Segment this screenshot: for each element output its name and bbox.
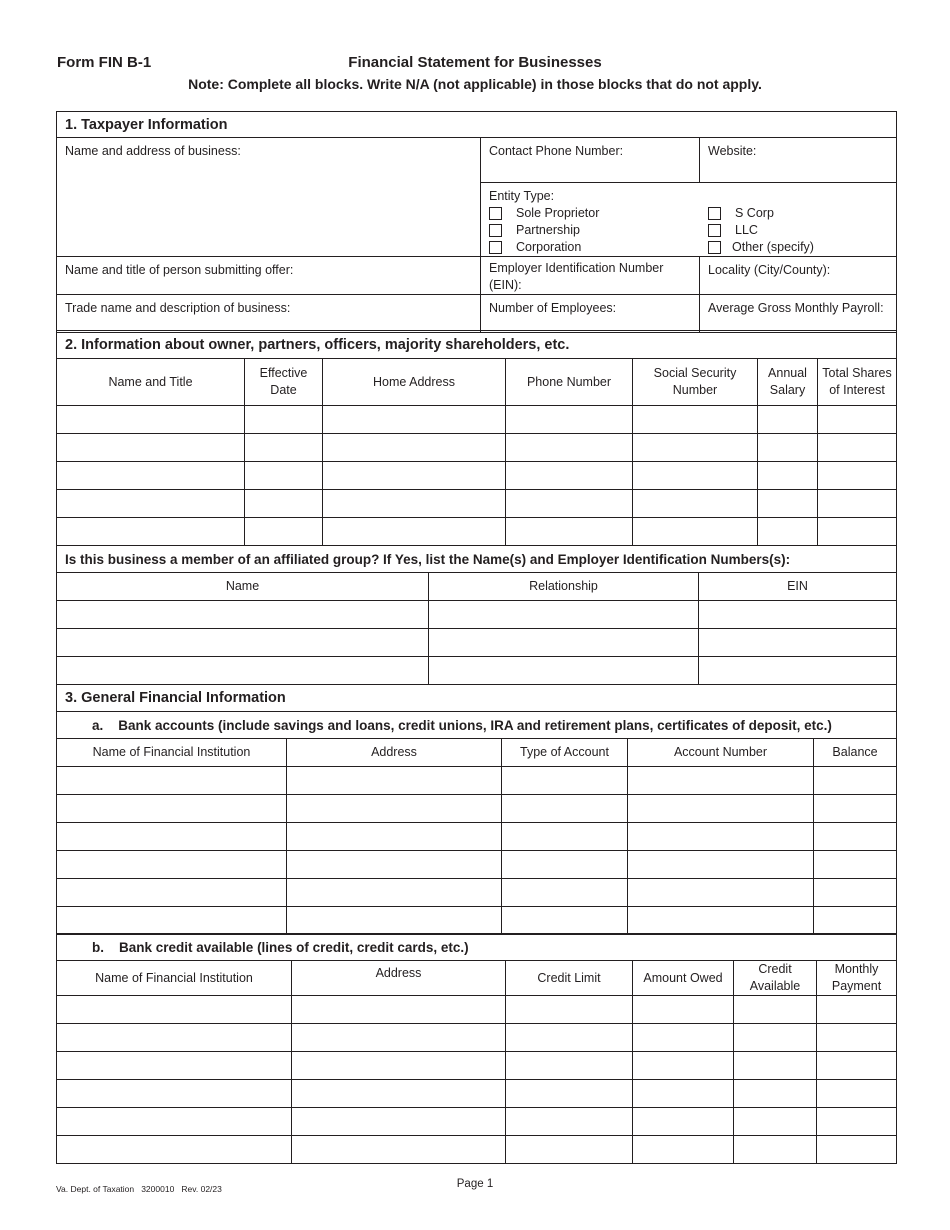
cell[interactable] [506, 1052, 633, 1080]
cell[interactable] [57, 1024, 292, 1052]
cell[interactable] [292, 1024, 506, 1052]
col-annual-salary: Annual Salary [758, 359, 818, 406]
table-row [57, 490, 897, 518]
cell[interactable] [506, 1108, 633, 1136]
cell[interactable] [734, 1136, 817, 1164]
cell[interactable] [57, 795, 287, 823]
cell[interactable] [699, 601, 897, 629]
cell[interactable] [814, 823, 897, 851]
table-row [57, 657, 897, 685]
locality-label: Locality (City/County): [708, 263, 831, 277]
cell[interactable] [818, 406, 897, 434]
cell[interactable] [814, 795, 897, 823]
cell[interactable] [818, 518, 897, 546]
col-total-shares: Total Shares of Interest [818, 359, 897, 406]
table-row [57, 851, 897, 879]
s-corp-checkbox[interactable] [708, 207, 721, 220]
person-submitting-field[interactable] [57, 257, 481, 295]
col-ssn: Social Security Number [633, 359, 758, 406]
table-row [57, 629, 897, 657]
cell[interactable] [245, 490, 323, 518]
website-field[interactable] [700, 138, 897, 183]
table-row [57, 434, 897, 462]
credit-available-table [56, 933, 897, 1164]
cell[interactable] [506, 406, 633, 434]
table-row [57, 823, 897, 851]
cell[interactable] [758, 462, 818, 490]
bank-accounts-title: a. Bank accounts (include savings and loans, credit unions, IRA and retirement plans, certificates of deposit, etc.) [57, 712, 897, 739]
table-row [57, 1024, 897, 1052]
cell[interactable] [245, 434, 323, 462]
cell[interactable] [758, 434, 818, 462]
table-row [57, 462, 897, 490]
table-row [57, 907, 897, 935]
cell[interactable] [57, 518, 245, 546]
cell[interactable] [57, 1108, 292, 1136]
cell[interactable] [245, 462, 323, 490]
cell[interactable] [633, 1052, 734, 1080]
cell[interactable] [628, 907, 814, 935]
section3-title: 3. General Financial Information [57, 685, 897, 712]
ein-field[interactable] [481, 257, 700, 295]
cell[interactable] [57, 657, 429, 685]
cell[interactable] [57, 601, 429, 629]
cell[interactable] [628, 795, 814, 823]
cell[interactable] [818, 490, 897, 518]
cell[interactable] [323, 434, 506, 462]
cell[interactable] [502, 795, 628, 823]
llc-label: LLC [735, 223, 758, 237]
cell[interactable] [817, 1080, 897, 1108]
cell[interactable] [292, 1080, 506, 1108]
cell[interactable] [699, 629, 897, 657]
cell[interactable] [502, 879, 628, 907]
cell[interactable] [628, 851, 814, 879]
cell[interactable] [323, 406, 506, 434]
cell[interactable] [323, 490, 506, 518]
col-phone-number: Phone Number [506, 359, 633, 406]
business-name-address-label: Name and address of business: [65, 144, 241, 158]
contact-phone-field[interactable] [481, 138, 700, 183]
cell[interactable] [506, 996, 633, 1024]
sole-proprietor-label: Sole Proprietor [516, 206, 600, 220]
cell[interactable] [633, 518, 758, 546]
cell[interactable] [245, 406, 323, 434]
cell[interactable] [502, 823, 628, 851]
cell[interactable] [57, 823, 287, 851]
cell[interactable] [292, 1136, 506, 1164]
cell[interactable] [814, 767, 897, 795]
cell[interactable] [814, 851, 897, 879]
cell[interactable] [633, 1136, 734, 1164]
cell[interactable] [57, 851, 287, 879]
cell[interactable] [633, 996, 734, 1024]
cell[interactable] [734, 1024, 817, 1052]
cell[interactable] [818, 462, 897, 490]
cell[interactable] [699, 657, 897, 685]
cell[interactable] [633, 1080, 734, 1108]
cell[interactable] [734, 1080, 817, 1108]
cell[interactable] [633, 1024, 734, 1052]
other-entity-label: Other (specify) [732, 240, 814, 254]
table-row [57, 518, 897, 546]
taxpayer-info-table [56, 111, 897, 333]
cell[interactable] [734, 1052, 817, 1080]
col-amount-owed: Amount Owed [633, 961, 734, 996]
corporation-label: Corporation [516, 240, 582, 254]
col-financial-institution: Name of Financial Institution [57, 739, 287, 767]
cell[interactable] [633, 1108, 734, 1136]
cell[interactable] [633, 406, 758, 434]
ein-label: Employer Identification Number (EIN): [489, 261, 664, 292]
col-type-of-account: Type of Account [502, 739, 628, 767]
col-affiliate-name: Name [57, 573, 429, 601]
cell[interactable] [57, 490, 245, 518]
entity-type-label: Entity Type: [489, 189, 555, 203]
footer-agency: Va. Dept. of Taxation 3200010 Rev. 02/23 [56, 1184, 222, 1194]
cell[interactable] [818, 434, 897, 462]
cell[interactable] [814, 907, 897, 935]
cell[interactable] [57, 996, 292, 1024]
cell[interactable] [429, 601, 699, 629]
cell[interactable] [506, 518, 633, 546]
sole-proprietor-checkbox[interactable] [489, 207, 502, 220]
cell[interactable] [57, 1080, 292, 1108]
partnership-label: Partnership [516, 223, 580, 237]
website-label: Website: [708, 144, 757, 158]
cell[interactable] [323, 518, 506, 546]
cell[interactable] [429, 657, 699, 685]
cell[interactable] [817, 996, 897, 1024]
section2-title: 2. Information about owner, partners, officers, majority shareholders, etc. [57, 331, 897, 359]
affiliated-group-table [56, 545, 897, 685]
table-row [57, 1080, 897, 1108]
cell[interactable] [287, 795, 502, 823]
credit-title: b. Bank credit available (lines of credit, credit cards, etc.) [57, 934, 897, 961]
table-row [57, 767, 897, 795]
cell[interactable] [506, 490, 633, 518]
cell[interactable] [758, 518, 818, 546]
entity-type-block [481, 183, 897, 257]
cell[interactable] [758, 490, 818, 518]
cell[interactable] [57, 907, 287, 935]
trade-name-label: Trade name and description of business: [65, 301, 291, 315]
cell[interactable] [506, 1136, 633, 1164]
cell[interactable] [506, 1024, 633, 1052]
employees-label: Number of Employees: [489, 301, 617, 315]
owners-table [56, 330, 897, 546]
cell[interactable] [817, 1108, 897, 1136]
col-name-title: Name and Title [57, 359, 245, 406]
affiliated-question: Is this business a member of an affiliated group? If Yes, list the Name(s) and Employer Identification Numbers(s): [57, 546, 897, 573]
page-number: Page 1 [456, 1178, 494, 1190]
table-row [57, 1052, 897, 1080]
cell[interactable] [628, 879, 814, 907]
llc-checkbox[interactable] [708, 224, 721, 237]
form-id: Form FIN B-1 [57, 54, 152, 71]
col-credit-available: Credit Available [734, 961, 817, 996]
col-account-number: Account Number [628, 739, 814, 767]
cell[interactable] [287, 767, 502, 795]
cell[interactable] [57, 434, 245, 462]
col-credit-address: Address [292, 961, 506, 996]
partnership-checkbox[interactable] [489, 224, 502, 237]
cell[interactable] [245, 518, 323, 546]
table-row [57, 406, 897, 434]
bank-accounts-table [56, 684, 897, 935]
trade-name-field[interactable] [57, 295, 481, 333]
cell[interactable] [734, 996, 817, 1024]
col-monthly-payment: Monthly Payment [817, 961, 897, 996]
col-effective-date: Effective Date [245, 359, 323, 406]
payroll-field[interactable] [700, 295, 897, 333]
corporation-checkbox[interactable] [489, 241, 502, 254]
other-entity-checkbox[interactable] [708, 241, 721, 254]
table-row [57, 601, 897, 629]
cell[interactable] [287, 879, 502, 907]
cell[interactable] [57, 1136, 292, 1164]
cell[interactable] [287, 851, 502, 879]
col-balance: Balance [814, 739, 897, 767]
cell[interactable] [292, 1052, 506, 1080]
cell[interactable] [814, 879, 897, 907]
form-title [0, 54, 950, 71]
col-relationship: Relationship [429, 573, 699, 601]
cell[interactable] [734, 1108, 817, 1136]
contact-phone-label: Contact Phone Number: [489, 144, 624, 158]
cell[interactable] [57, 462, 245, 490]
cell[interactable] [57, 879, 287, 907]
cell[interactable] [633, 462, 758, 490]
cell[interactable] [323, 462, 506, 490]
cell[interactable] [817, 1024, 897, 1052]
col-home-address: Home Address [323, 359, 506, 406]
cell[interactable] [292, 1108, 506, 1136]
cell[interactable] [57, 629, 429, 657]
cell[interactable] [817, 1136, 897, 1164]
cell[interactable] [817, 1052, 897, 1080]
cell[interactable] [429, 629, 699, 657]
section1-title: 1. Taxpayer Information [57, 112, 897, 138]
cell[interactable] [506, 434, 633, 462]
cell[interactable] [57, 767, 287, 795]
locality-field[interactable] [700, 257, 897, 295]
person-submitting-label: Name and title of person submitting offer: [65, 263, 294, 277]
cell[interactable] [287, 823, 502, 851]
employees-field[interactable] [481, 295, 700, 333]
cell[interactable] [633, 434, 758, 462]
col-credit-limit: Credit Limit [506, 961, 633, 996]
form-title-text: Financial Statement for Businesses [348, 54, 602, 71]
cell[interactable] [506, 462, 633, 490]
table-row [57, 996, 897, 1024]
cell[interactable] [502, 907, 628, 935]
cell[interactable] [506, 1080, 633, 1108]
cell[interactable] [287, 907, 502, 935]
form-note: Note: Complete all blocks. Write N/A (not applicable) in those blocks that do not apply. [188, 76, 762, 92]
cell[interactable] [57, 406, 245, 434]
cell[interactable] [292, 996, 506, 1024]
business-name-address-field[interactable] [57, 138, 481, 257]
cell[interactable] [502, 767, 628, 795]
cell[interactable] [502, 851, 628, 879]
col-ein: EIN [699, 573, 897, 601]
table-row [57, 1108, 897, 1136]
s-corp-label: S Corp [735, 206, 774, 220]
cell[interactable] [758, 406, 818, 434]
cell[interactable] [628, 767, 814, 795]
col-address: Address [287, 739, 502, 767]
table-row [57, 879, 897, 907]
cell[interactable] [633, 490, 758, 518]
cell[interactable] [628, 823, 814, 851]
table-row [57, 795, 897, 823]
cell[interactable] [57, 1052, 292, 1080]
table-row [57, 1136, 897, 1164]
col-credit-institution: Name of Financial Institution [57, 961, 292, 996]
payroll-label: Average Gross Monthly Payroll: [708, 301, 884, 315]
